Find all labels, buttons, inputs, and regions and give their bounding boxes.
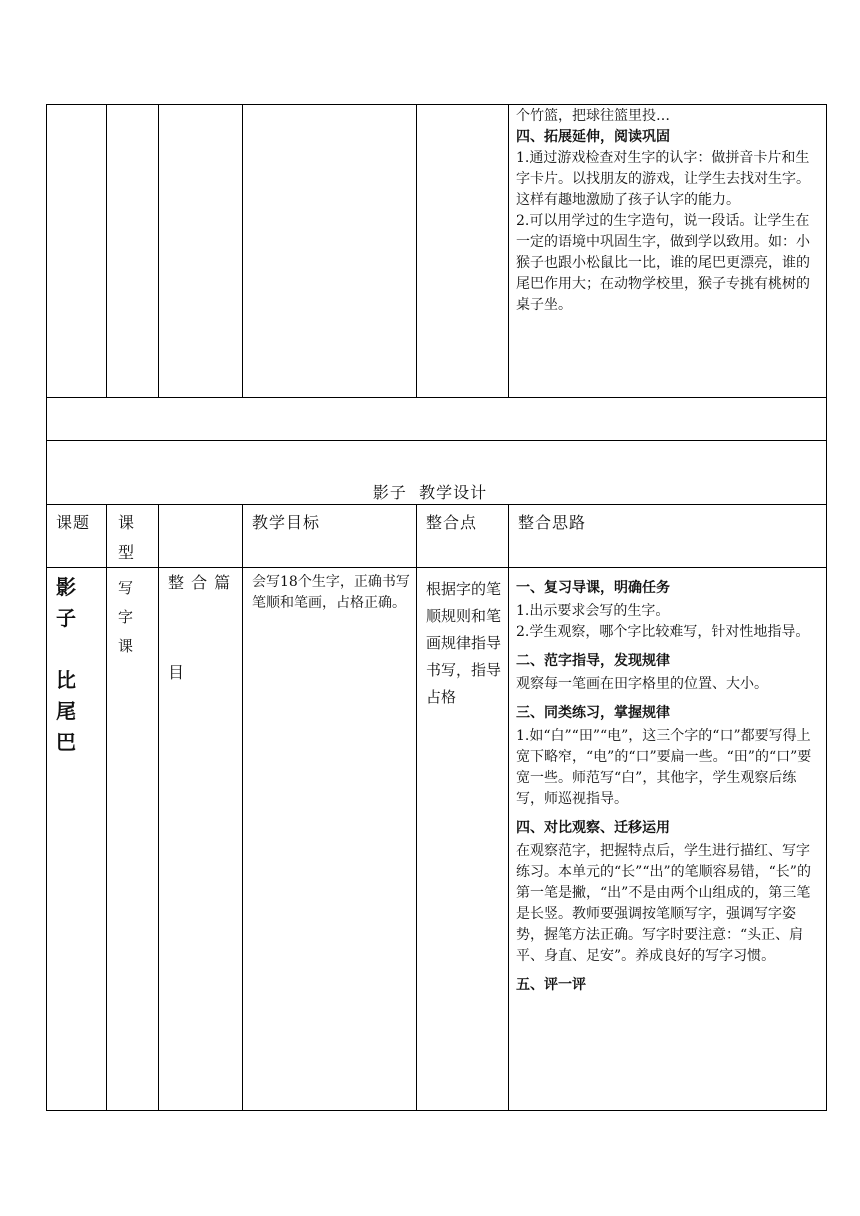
table-border — [46, 397, 827, 398]
header-topic: 课题 — [56, 513, 91, 532]
header-idea: 整合思路 — [518, 513, 587, 532]
table-border — [826, 440, 827, 1111]
table-border — [106, 504, 107, 1110]
section-body: 在观察范字，把握特点后，学生进行描红、写字练习。本单元的“长”“出”的笔顺容易错，“长”的第一笔是撇，“出”不是由两个山组成的，第三笔是长竖。教师要强调按笔顺写字，强调写字姿势，握笔方法正确。写字时要注意：“头正、肩平、身直、足安”。养成良好的写字习惯。 — [516, 843, 811, 964]
section-title: 四、拓展延伸，阅读巩固 — [516, 129, 670, 145]
header-goal: 教学目标 — [252, 513, 321, 532]
table-border — [46, 440, 47, 1111]
table-border — [46, 567, 827, 568]
type-char: 写 — [118, 579, 134, 597]
topic-char: 巴 — [56, 730, 76, 754]
section-body: 1.如“白”“田”“电”，这三个字的“口”都要写得上宽下略窄，“电”的“口”要扁一些。“田”的“口”要宽一些。师范写“白”，其他字，学生观察后练写，师巡视指导。 — [516, 728, 812, 807]
table-border — [46, 504, 827, 505]
section-title: 四、对比观察、迁移运用 — [516, 820, 670, 836]
section-body: 1.出示要求会写的生字。 2.学生观察，哪个字比较难写，针对性地指导。 — [516, 603, 810, 640]
table-border — [416, 504, 417, 1110]
point-cell: 根据字的笔顺规则和笔画规律指导书写，指导占格 — [426, 580, 502, 706]
topic-char — [56, 634, 96, 665]
table-border — [158, 104, 159, 397]
topic-char: 影 — [56, 575, 76, 599]
header-point: 整合点 — [426, 513, 478, 532]
section-title: 一、复习导课，明确任务 — [516, 580, 670, 596]
table-border — [242, 104, 243, 397]
table-border — [46, 1110, 827, 1111]
section-title: 二、范字指导，发现规律 — [516, 653, 670, 669]
table-border — [826, 104, 827, 440]
type-char: 课 — [118, 637, 134, 655]
header-chapter-line: 整 合 篇 — [168, 573, 232, 592]
table-border — [158, 504, 159, 1110]
paragraph: 2.可以用学过的生字造句，说一段话。让学生在一定的语境中巩固生字，做到学以致用。如：小猴子也跟小松鼠比一比，谁的尾巴更漂亮，谁的尾巴作用大；在动物学校里，猴子专挑有桃树的桌子坐。 — [516, 213, 810, 313]
table-border — [106, 104, 107, 397]
idea-cell — [516, 578, 821, 996]
section-body: 观察每一笔画在田字格里的位置、大小。 — [516, 676, 768, 692]
header-type — [118, 508, 135, 568]
header-type-line: 课 — [118, 513, 136, 532]
header-type-line: 型 — [118, 543, 136, 562]
paragraph: 1.通过游戏检查对生字的认字：做拼音卡片和生字卡片。以找朋友的游戏，让学生去找对生字。这样有趣地激励了孩子认字的能力。 — [516, 150, 810, 208]
topic-char: 比 — [56, 668, 76, 692]
continuation-text: 个竹篮，把球往篮里投… — [516, 108, 670, 124]
table-border — [416, 104, 417, 397]
header-chapter — [168, 508, 231, 748]
section-title: 五、评一评 — [516, 977, 586, 993]
continued-cell — [516, 106, 821, 316]
table-border — [46, 104, 827, 105]
table-border — [46, 104, 47, 440]
design-title: 影子 教学设计 — [372, 483, 488, 502]
header-chapter-line: 目 — [168, 663, 186, 682]
topic-cell — [56, 572, 96, 758]
topic-char: 尾 — [56, 699, 76, 723]
topic-char: 子 — [56, 606, 76, 630]
table-border — [508, 504, 509, 1110]
table-border — [242, 504, 243, 1110]
table-border — [508, 104, 509, 397]
type-char: 字 — [118, 608, 134, 626]
type-cell — [118, 574, 148, 661]
goal-cell: 会写18个生字，正确书写笔顺和笔画，占格正确。 — [252, 574, 410, 611]
table-border — [46, 440, 827, 441]
section-title: 三、同类练习，掌握规律 — [516, 705, 670, 721]
